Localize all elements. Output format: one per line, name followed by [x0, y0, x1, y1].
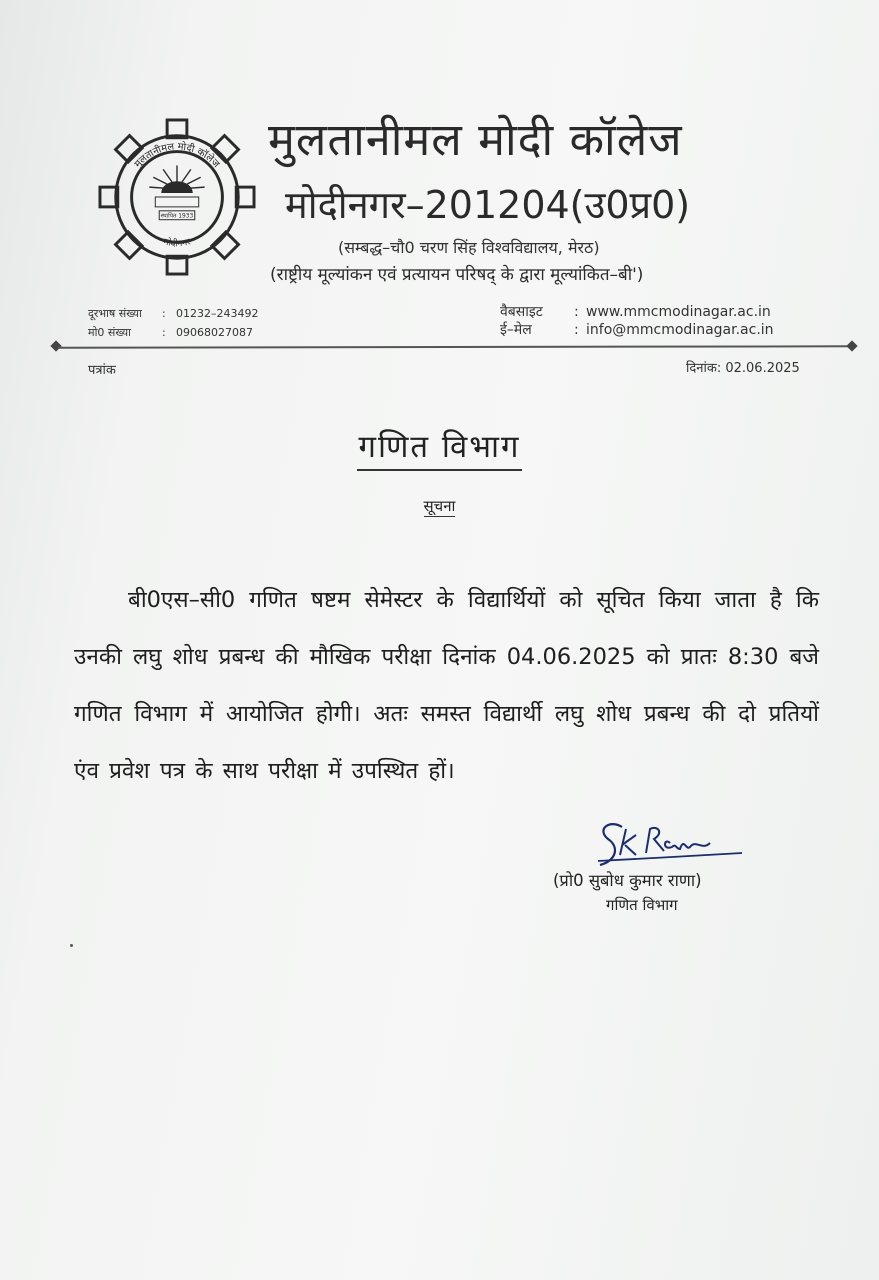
notice-heading [0, 496, 879, 516]
mobile-value: 09068027087 [176, 326, 253, 339]
notice-body: बी0एस–सी0 गणित षष्टम सेमेस्टर के विद्यार्थियों को सूचित किया जाता है कि उनकी लघु शोध प्रबन्ध की मौखिक परीक्षा दिनांक 04.06.2025 को प्रातः 8:30 बजे गणित विभाग में आयोजित होगी। अतः समस्त विद्यार्थी लघु शोध प्रबन्ध की दो प्रतियों एंव प्रवेश पत्र के साथ परीक्षा में उपस्थित हों। [74, 587, 819, 784]
website-label: वैबसाइट [500, 304, 543, 320]
signer-department: गणित विभाग [606, 896, 678, 914]
college-city: मोदीनगर–201204(उ0प्र0) [285, 183, 691, 227]
email-line [500, 320, 774, 339]
logo-year: स्थापित 1933 [160, 213, 194, 220]
email-label: ई–मेल [500, 322, 532, 338]
paper-speck [70, 944, 73, 947]
svg-text:मोदीनगर [162, 236, 192, 249]
phone-value: 01232–243492 [176, 307, 259, 320]
email-colon: : [574, 322, 579, 338]
phone-line [88, 306, 258, 321]
signature-mark [592, 815, 752, 875]
email-value: info@mmcmodinagar.ac.in [586, 322, 774, 338]
logo-bottom-text: मोदीनगर [162, 237, 192, 250]
reference-label: पत्रांक [88, 363, 116, 378]
accreditation: (राष्ट्रीय मूल्यांकन एवं प्रत्यायन परिषद् के द्वारा मूल्यांकित–बी') [270, 265, 644, 285]
affiliation: (सम्बद्ध–चौ0 चरण सिंह विश्वविद्यालय, मेरठ) [338, 238, 600, 257]
mobile-label: मो0 संख्या [88, 326, 132, 339]
college-logo [98, 118, 256, 276]
department-title-text: गणित विभाग [357, 429, 523, 471]
website-colon: : [574, 304, 579, 320]
rule-right-end [846, 340, 857, 351]
notice-heading-text: सूचना [423, 497, 456, 515]
website-line [500, 302, 771, 321]
date-label: दिनांक: [686, 361, 722, 376]
phone-colon: : [162, 307, 166, 320]
date-line [686, 358, 800, 376]
mobile-line [88, 325, 253, 340]
department-title [0, 425, 879, 467]
college-name: मुलतानीमल मोदी कॉलेज [268, 113, 683, 166]
date-value: 02.06.2025 [725, 361, 800, 376]
website-value: www.mmcmodinagar.ac.in [586, 304, 771, 320]
mobile-colon: : [162, 326, 166, 339]
header-divider [58, 345, 852, 348]
signer-name: (प्रो0 सुबोध कुमार राणा) [553, 871, 702, 890]
logo-arc-text: मुलतानीमल मोदी कॉलेज [132, 141, 222, 170]
phone-label: दूरभाष संख्या [88, 307, 142, 320]
